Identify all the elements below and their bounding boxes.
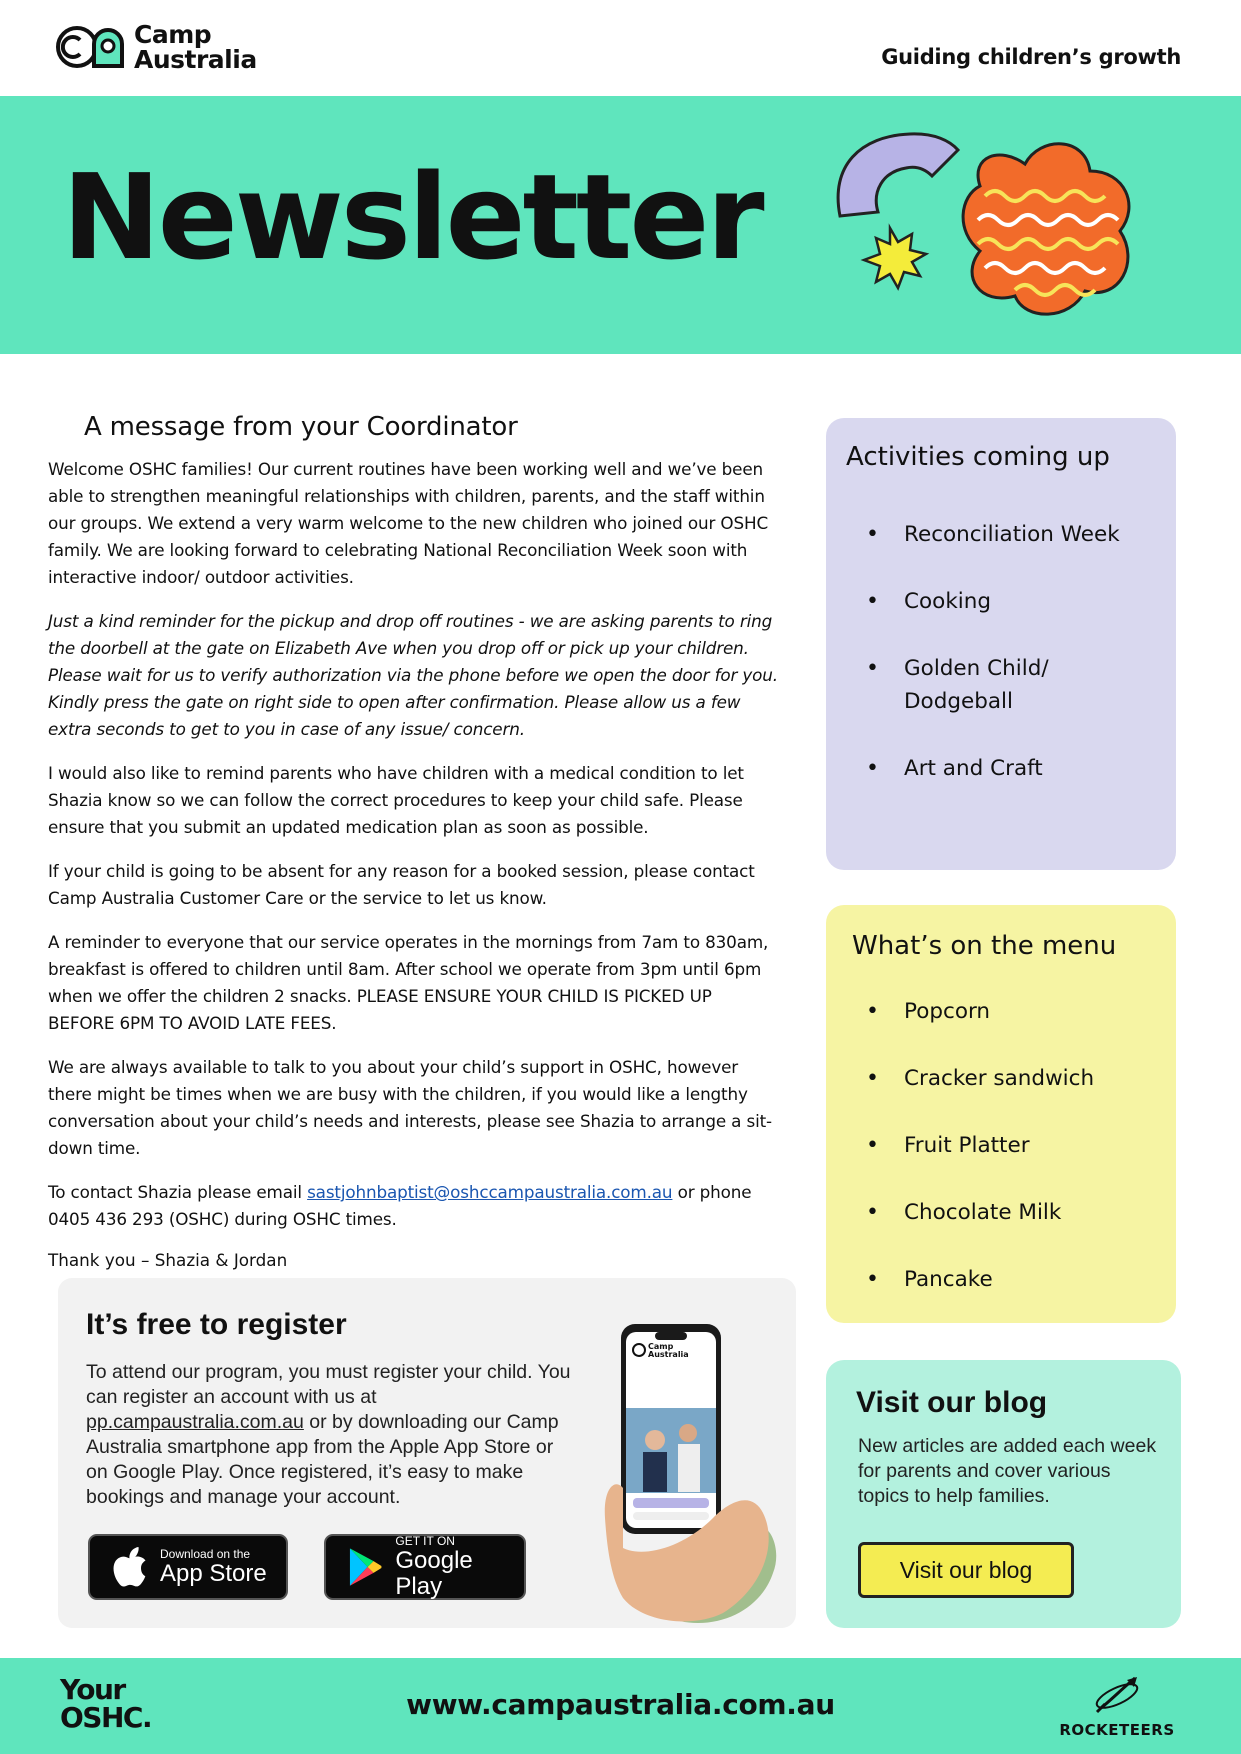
app-store-big-text: App Store: [160, 1559, 267, 1587]
menu-card: [826, 905, 1176, 1323]
google-play-big-text: Google Play: [395, 1546, 473, 1600]
paragraph-welcome: Welcome OSHC families! Our current routines have been working well and we’ve been able to strengthen meaningful relationships with children, parents, and the staff within our groups. We extend a very warm welcome to the new children who joined our OSHC family. We are looking forward to celebrating National Reconciliation Week soon with interactive indoor/ outdoor activities.: [48, 459, 769, 587]
rocketeers-logo: [1052, 1674, 1182, 1744]
app-store-button[interactable]: [88, 1534, 288, 1600]
rocketeers-label: ROCKETEERS: [1059, 1721, 1175, 1739]
website-url[interactable]: www.campaustralia.com.au: [406, 1688, 835, 1721]
list-item: • Chocolate Milk: [826, 1196, 1176, 1229]
your-oshc-line-1: Your: [60, 1673, 125, 1706]
paragraph-support: We are always available to talk to you about your child’s support in OSHC, however there might be times when we are busy with the children, if you would like a lengthy conversation about your child’s needs and interests, please see Shazia to arrange a sit-down time.: [48, 1057, 772, 1158]
coordinator-message: [48, 412, 783, 1270]
list-item: • Reconciliation Week: [826, 518, 1176, 551]
activities-heading: Activities coming up: [846, 442, 1110, 472]
activities-list: [826, 518, 1176, 819]
top-bar: [0, 0, 1241, 96]
apple-icon: [110, 1546, 148, 1588]
contact-email-link[interactable]: sastjohnbaptist@oshccampaustralia.com.au: [307, 1182, 673, 1202]
brand-line-1: Camp: [134, 20, 212, 49]
camp-australia-logo[interactable]: [54, 22, 257, 72]
list-item: • Art and Craft: [826, 752, 1176, 785]
phone-brand-line-2: Australia: [648, 1350, 689, 1359]
hero-banner: [0, 96, 1241, 354]
menu-heading: What’s on the menu: [852, 931, 1117, 961]
register-portal-link[interactable]: pp.campaustralia.com.au: [86, 1411, 304, 1433]
decorative-shapes-icon: [820, 116, 1170, 336]
app-store-label: [160, 1548, 267, 1587]
paragraph-absence: If your child is going to be absent for any reason for a booked session, please contact Camp Australia Customer Care or the service to let us know.: [48, 861, 755, 908]
camp-australia-logo-icon: [54, 22, 130, 72]
blog-text: New articles are added each week for parents and cover various topics to help families.: [858, 1435, 1157, 1507]
app-store-small-text: Download on the: [160, 1546, 251, 1561]
google-play-button[interactable]: [324, 1534, 526, 1600]
register-heading: It’s free to register: [86, 1308, 347, 1341]
rocket-icon: [1087, 1674, 1147, 1714]
your-oshc-line-2: OSHC.: [60, 1701, 152, 1734]
register-card: [58, 1278, 796, 1628]
paragraph-contact: [48, 1179, 783, 1233]
list-item: • Cracker sandwich: [826, 1062, 1176, 1095]
google-play-small-text: GET IT ON: [395, 1533, 455, 1548]
list-item: • Cooking: [826, 585, 1176, 618]
google-play-label: [395, 1535, 524, 1600]
list-item: • Golden Child/ Dodgeball: [826, 652, 1176, 718]
contact-prefix: To contact Shazia please email: [48, 1182, 308, 1202]
contact-suffix: or phone 0405 436 293 (OSHC) during OSHC times.: [48, 1182, 752, 1229]
activities-card: [826, 418, 1176, 870]
list-item: • Pancake: [826, 1263, 1176, 1296]
coordinator-heading: A message from your Coordinator: [84, 412, 518, 442]
list-item: • Fruit Platter: [826, 1129, 1176, 1162]
visit-blog-button[interactable]: Visit our blog: [858, 1542, 1074, 1598]
page-title: Newsletter: [62, 148, 762, 286]
footer: [0, 1658, 1241, 1754]
register-text-end: or by downloading our Camp Australia smartphone app from the Apple App Store or on Google Play. Once registered, it’s easy to make bookings and manage your account.: [86, 1411, 559, 1508]
list-item: • Popcorn: [826, 995, 1176, 1028]
blog-heading: Visit our blog: [856, 1386, 1048, 1419]
blog-card: [826, 1360, 1181, 1628]
signoff: Thank you – Shazia & Jordan: [48, 1250, 288, 1270]
register-text-start: To attend our program, you must register your child. You can register an account with us at: [86, 1361, 571, 1408]
paragraph-medical: I would also like to remind parents who have children with a medical condition to let Shazia know so we can follow the correct procedures to keep your child safe. Please ensure that you submit an updated medication plan as soon as possible.: [48, 763, 744, 837]
google-play-icon: [346, 1546, 383, 1588]
tagline: Guiding children’s growth: [881, 45, 1181, 69]
phone-brand-line-1: Camp: [648, 1342, 674, 1351]
phone-in-hand-image: [603, 1318, 793, 1628]
menu-list: [826, 995, 1176, 1323]
brand-name: [134, 22, 257, 72]
register-text: [86, 1360, 576, 1510]
paragraph-pickup-reminder: Just a kind reminder for the pickup and drop off routines - we are asking parents to ring the doorbell at the gate on Elizabeth Ave when you drop off or pick up your children. Please wait for us to verify authorization via the phone before we open the door for you. Kindly press the gate on right side to open after confirmation. Please allow us a few extra seconds to get to you in case of any issue/ concern.: [48, 611, 778, 739]
paragraph-hours: A reminder to everyone that our service operates in the mornings from 7am to 830am, breakfast is offered to children until 8am. After school we operate from 3pm until 6pm when we offer the children 2 snacks. PLEASE ENSURE YOUR CHILD IS PICKED UP BEFORE 6PM TO AVOID LATE FEES.: [48, 932, 769, 1033]
brand-line-2: Australia: [134, 45, 257, 74]
